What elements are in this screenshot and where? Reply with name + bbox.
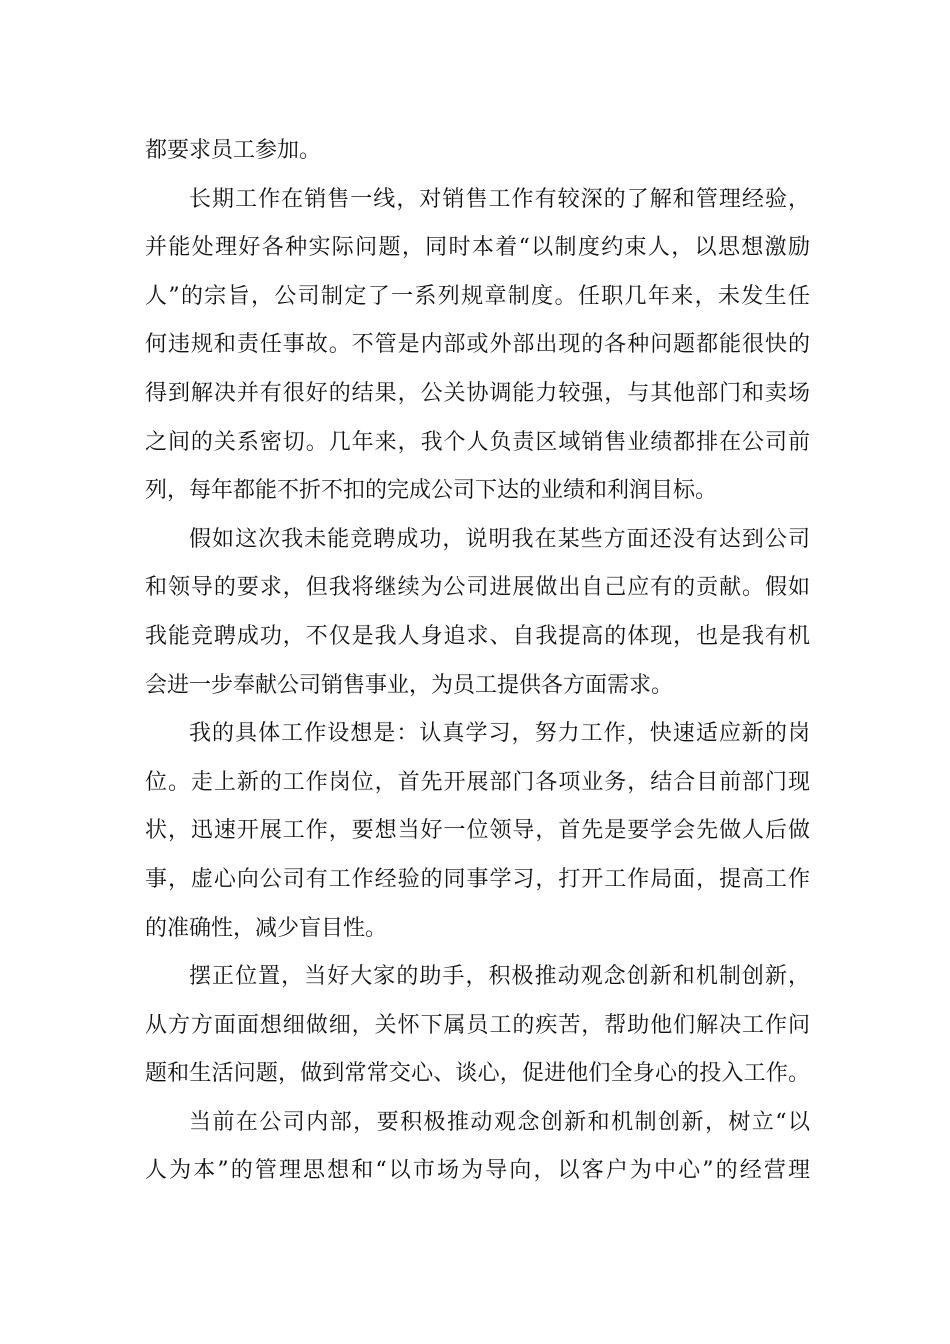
- text-line: 得到解决并有很好的结果，公关协调能力较强，与其他部门和卖场: [145, 380, 810, 406]
- paragraph-4: [145, 710, 810, 953]
- text-line: 状，迅速开展工作，要想当好一位领导，首先是要学会先做人后做: [145, 818, 810, 844]
- paragraph-3: [145, 516, 810, 710]
- text-line: 位。走上新的工作岗位，首先开展部门各项业务，结合目前部门现: [145, 769, 810, 795]
- paragraph-2: [145, 176, 810, 516]
- text-line: 摆正位置，当好大家的助手，积极推动观念创新和机制创新，: [189, 964, 810, 990]
- text-line: 从方方面面想细做细，关怀下属员工的疾苦，帮助他们解决工作问: [145, 1012, 810, 1038]
- text-line: 列，每年都能不折不扣的完成公司下达的业绩和利润目标。: [145, 478, 718, 504]
- text-line: 假如这次我未能竞聘成功，说明我在某些方面还没有达到公司: [189, 526, 810, 552]
- text-line: 都要求员工参加。: [145, 138, 322, 163]
- paragraph-6: [145, 1099, 810, 1196]
- text-line: 长期工作在销售一线，对销售工作有较深的了解和管理经验，: [189, 186, 810, 212]
- text-line: 并能处理好各种实际问题，同时本着“以制度约束人，以思想激励: [145, 235, 810, 261]
- text-line: 的准确性，减少盲目性。: [145, 915, 388, 941]
- text-line: 当前在公司内部，要积极推动观念创新和机制创新，树立“以: [189, 1109, 810, 1135]
- text-line: 何违规和责任事故。不管是内部或外部出现的各种问题都能很快的: [145, 332, 810, 358]
- text-line: 题和生活问题，做到常常交心、谈心，促进他们全身心的投入工作。: [145, 1061, 810, 1087]
- text-line: 事，虚心向公司有工作经验的同事学习，打开工作局面，提高工作: [145, 866, 810, 892]
- text-line: 我能竞聘成功，不仅是我人身追求、自我提高的体现，也是我有机: [145, 623, 810, 649]
- document-body: [145, 127, 810, 1196]
- text-line: 人为本”的管理思想和“以市场为导向，以客户为中心”的经营理: [145, 1158, 810, 1184]
- paragraph-5: [145, 953, 810, 1099]
- text-line: 之间的关系密切。几年来，我个人负责区域销售业绩都排在公司前: [145, 429, 810, 455]
- text-line: 人”的宗旨，公司制定了一系列规章制度。任职几年来，未发生任: [145, 283, 810, 309]
- paragraph-1: [145, 127, 810, 176]
- text-line: 和领导的要求，但我将继续为公司进展做出自己应有的贡献。假如: [145, 575, 810, 601]
- text-line: 会进一步奉献公司销售事业，为员工提供各方面需求。: [145, 672, 674, 698]
- text-line: 我的具体工作设想是：认真学习，努力工作，快速适应新的岗: [189, 721, 810, 747]
